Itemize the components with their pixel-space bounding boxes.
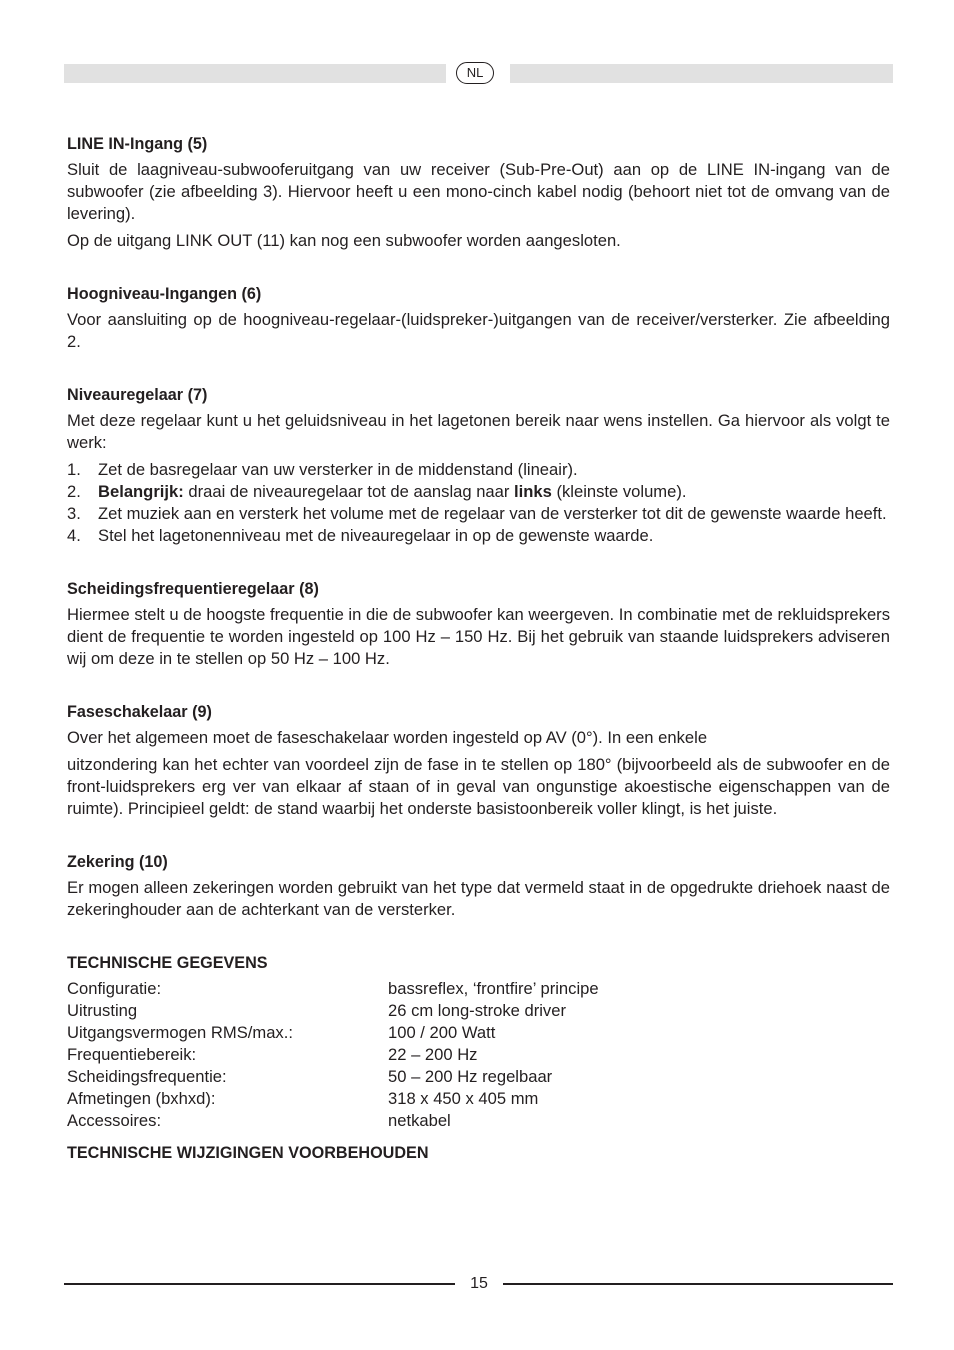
section-title: Hoogniveau-Ingangen (6) (67, 285, 262, 303)
spec-label: Afmetingen (bxhxd): (67, 1089, 216, 1108)
list-number: 4. (67, 526, 81, 545)
spec-label: Accessoires: (67, 1111, 162, 1130)
spec-label: Uitrusting (67, 1001, 138, 1020)
header-bar-right (510, 64, 893, 83)
page-number: 15 (470, 1275, 488, 1292)
spec-value: 318 x 450 x 405 mm (388, 1089, 539, 1108)
section-phase (67, 701, 890, 820)
list-text: Zet muziek aan en versterk het volume met de regelaar van de versterker tot dit de gewenste waarde heeft. (98, 504, 887, 523)
list-item (67, 503, 890, 525)
section-high-level-inputs (67, 283, 890, 353)
list-number: 2. (67, 482, 81, 501)
spec-label: Uitgangsvermogen RMS/max.: (67, 1023, 293, 1042)
specs-table (67, 978, 890, 1132)
section-title: Faseschakelaar (9) (67, 703, 212, 721)
footer-rule-right (503, 1283, 893, 1285)
paragraph: uitzondering kan het echter van voordeel zijn de fase in te stellen op 180° (bijvoorbeeld als de subwoofer en de front-luidsprekers erg ver van elkaar af staan of in geval van ongunstige akoestische eigenschappen van de ruimte). Principieel geldt: de stand waarbij het onderste basistoonbereik voller klingt, is het juiste. (67, 755, 890, 818)
section-specs (67, 952, 890, 1164)
paragraph: Sluit de laagniveau-subwooferuitgang van uw receiver (Sub-Pre-Out) aan op de LINE IN-ingang van de subwoofer (zie afbeelding 3). Hiervoor heeft u een mono-cinch kabel nodig (behoort niet tot de omvang van de levering). (67, 160, 890, 223)
header-bar-left (64, 64, 446, 83)
section-title: Zekering (10) (67, 853, 168, 871)
list-text: (kleinste volume). (551, 482, 687, 501)
spec-value: 26 cm long-stroke driver (388, 1001, 566, 1020)
section-title: Niveauregelaar (7) (67, 386, 208, 404)
bold-text: Belangrijk: (98, 482, 184, 501)
section-title: Scheidingsfrequentieregelaar (8) (67, 580, 319, 598)
spec-value: bassreflex, ‘frontfire’ principe (388, 979, 599, 998)
spec-value: netkabel (388, 1111, 451, 1130)
list-item (67, 459, 890, 481)
list-number: 3. (67, 504, 81, 523)
spec-label: Frequentiebereik: (67, 1045, 197, 1064)
section-fuse (67, 851, 890, 921)
spec-label: Scheidingsfrequentie: (67, 1067, 227, 1086)
steps-list (67, 459, 890, 547)
list-text: Zet de basregelaar van uw versterker in de middenstand (lineair). (98, 460, 578, 479)
list-text: draai de niveauregelaar tot de aanslag naar (183, 482, 515, 501)
list-text: Stel het lagetonenniveau met de niveauregelaar in op de gewenste waarde. (98, 526, 654, 545)
spec-value: 22 – 200 Hz (388, 1045, 478, 1064)
technical-changes-note: TECHNISCHE WIJZIGINGEN VOORBEHOUDEN (67, 1144, 429, 1162)
paragraph: Met deze regelaar kunt u het geluidsniveau in het lagetonen bereik naar wens instellen. Ga hiervoor als volgt te werk: (67, 411, 890, 452)
footer-rule-left (64, 1283, 455, 1285)
paragraph: Voor aansluiting op de hoogniveau-regelaar-(luidspreker-)uitgangen van de receiver/versterker. Zie afbeelding 2. (67, 310, 890, 351)
language-badge: NL (456, 62, 494, 84)
section-level-control (67, 384, 890, 547)
section-title: LINE IN-Ingang (5) (67, 135, 208, 153)
paragraph: Er mogen alleen zekeringen worden gebruikt van het type dat vermeld staat in de opgedrukte driehoek naast de zekeringhouder aan de achterkant van de versterker. (67, 878, 890, 919)
list-number: 1. (67, 460, 81, 479)
paragraph: Op de uitgang LINK OUT (11) kan nog een subwoofer worden aangesloten. (67, 231, 621, 250)
section-title: TECHNISCHE GEGEVENS (67, 954, 268, 972)
spec-value: 50 – 200 Hz regelbaar (388, 1067, 553, 1086)
page-content (67, 133, 890, 1164)
list-item (67, 481, 890, 503)
paragraph: Hiermee stelt u de hoogste frequentie in die de subwoofer kan weergeven. In combinatie met de rekluidsprekers dient de frequentie te worden ingesteld op 100 Hz – 150 Hz. Bij het gebruik van staande luidsprekers adviseren wij om deze in te stellen op 50 Hz – 100 Hz. (67, 605, 890, 668)
section-line-in (67, 133, 890, 252)
bold-text: links (514, 482, 552, 501)
paragraph: Over het algemeen moet de faseschakelaar worden ingesteld op AV (0°). In een enkele (67, 728, 708, 747)
spec-value: 100 / 200 Watt (388, 1023, 496, 1042)
section-crossover (67, 578, 890, 670)
spec-label: Configuratie: (67, 979, 162, 998)
list-item (67, 525, 890, 547)
